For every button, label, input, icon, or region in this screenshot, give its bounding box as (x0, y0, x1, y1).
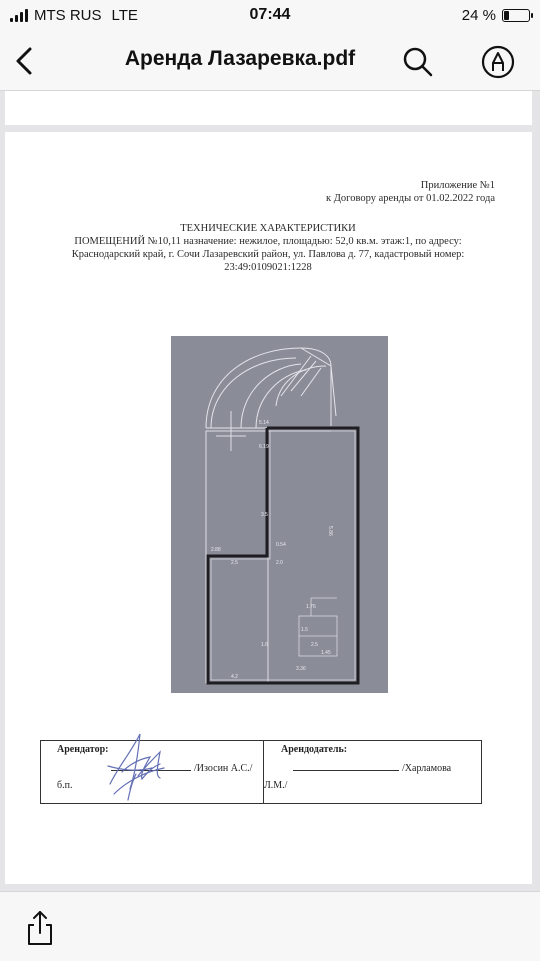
landlord-signature-line (293, 770, 399, 771)
status-right (462, 7, 530, 24)
svg-text:5.86: 5.86 (327, 526, 333, 536)
svg-text:4.2: 4.2 (231, 674, 238, 680)
svg-text:6.19: 6.19 (259, 444, 269, 450)
search-button[interactable] (400, 44, 436, 80)
bottom-toolbar (0, 891, 540, 961)
svg-text:2.5: 2.5 (311, 642, 318, 648)
tenant-name: /Изосин А.С./ (194, 763, 253, 774)
share-button[interactable] (25, 909, 55, 947)
heading-line-3: 23:49:0109021:1228 (224, 262, 312, 273)
floor-plan-drawing (171, 336, 388, 693)
tenant-suffix: б.п. (57, 780, 73, 791)
landlord-label: Арендодатель: (281, 744, 348, 755)
document-title: Аренда Лазаревка.pdf (124, 47, 356, 70)
landlord-name: /Харламова (402, 763, 452, 774)
pdf-viewer[interactable] (0, 91, 540, 891)
tenant-label: Арендатор: (57, 744, 109, 755)
heading-line-2: Краснодарский край, г. Сочи Лазаревский район, ул. Павлова д. 77, кадастровый номер: (71, 249, 465, 260)
svg-text:2.5: 2.5 (231, 560, 238, 566)
landlord-cell (263, 741, 481, 803)
network-type: LTE (111, 7, 138, 24)
search-icon (400, 44, 436, 80)
battery-level (504, 11, 509, 20)
svg-text:1.5: 1.5 (301, 627, 308, 633)
svg-text:2.0: 2.0 (276, 560, 283, 566)
document-heading (45, 222, 491, 274)
svg-text:3.36: 3.36 (296, 666, 306, 672)
clock: 07:44 (249, 6, 291, 23)
svg-text:1.45: 1.45 (321, 650, 331, 656)
heading-title: ТЕХНИЧЕСКИЕ ХАРАКТЕРИСТИКИ (180, 223, 356, 234)
back-button[interactable] (10, 44, 40, 78)
svg-text:1.6: 1.6 (261, 642, 268, 648)
svg-text:0.54: 0.54 (276, 542, 286, 548)
appendix-line-2: к Договору аренды от 01.02.2022 года (326, 193, 495, 204)
floor-plan-image (171, 336, 388, 693)
svg-text:1.76: 1.76 (306, 604, 316, 610)
carrier-name: MTS RUS (34, 7, 102, 24)
status-bar (0, 0, 540, 32)
appendix-header (285, 179, 495, 205)
svg-text:2.88: 2.88 (211, 547, 221, 553)
svg-text:3.5: 3.5 (261, 512, 268, 518)
markup-button[interactable] (480, 44, 516, 80)
markup-pen-icon (480, 44, 516, 80)
battery-icon (502, 9, 530, 22)
previous-page (5, 91, 532, 125)
chevron-left-icon (10, 44, 40, 78)
dimension-label: 5.14 (259, 420, 269, 426)
handwritten-signature (100, 724, 180, 804)
share-icon (25, 909, 55, 947)
landlord-suffix: Л.М./ (264, 780, 288, 791)
navigation-bar (0, 32, 540, 91)
battery-percent: 24 % (461, 7, 496, 24)
appendix-line-1: Приложение №1 (420, 180, 495, 191)
heading-line-1: ПОМЕЩЕНИЙ №10,11 назначение: нежилое, площадью: 52,0 кв.м. этаж:1, по адресу: (74, 236, 462, 247)
pdf-page (5, 132, 532, 884)
